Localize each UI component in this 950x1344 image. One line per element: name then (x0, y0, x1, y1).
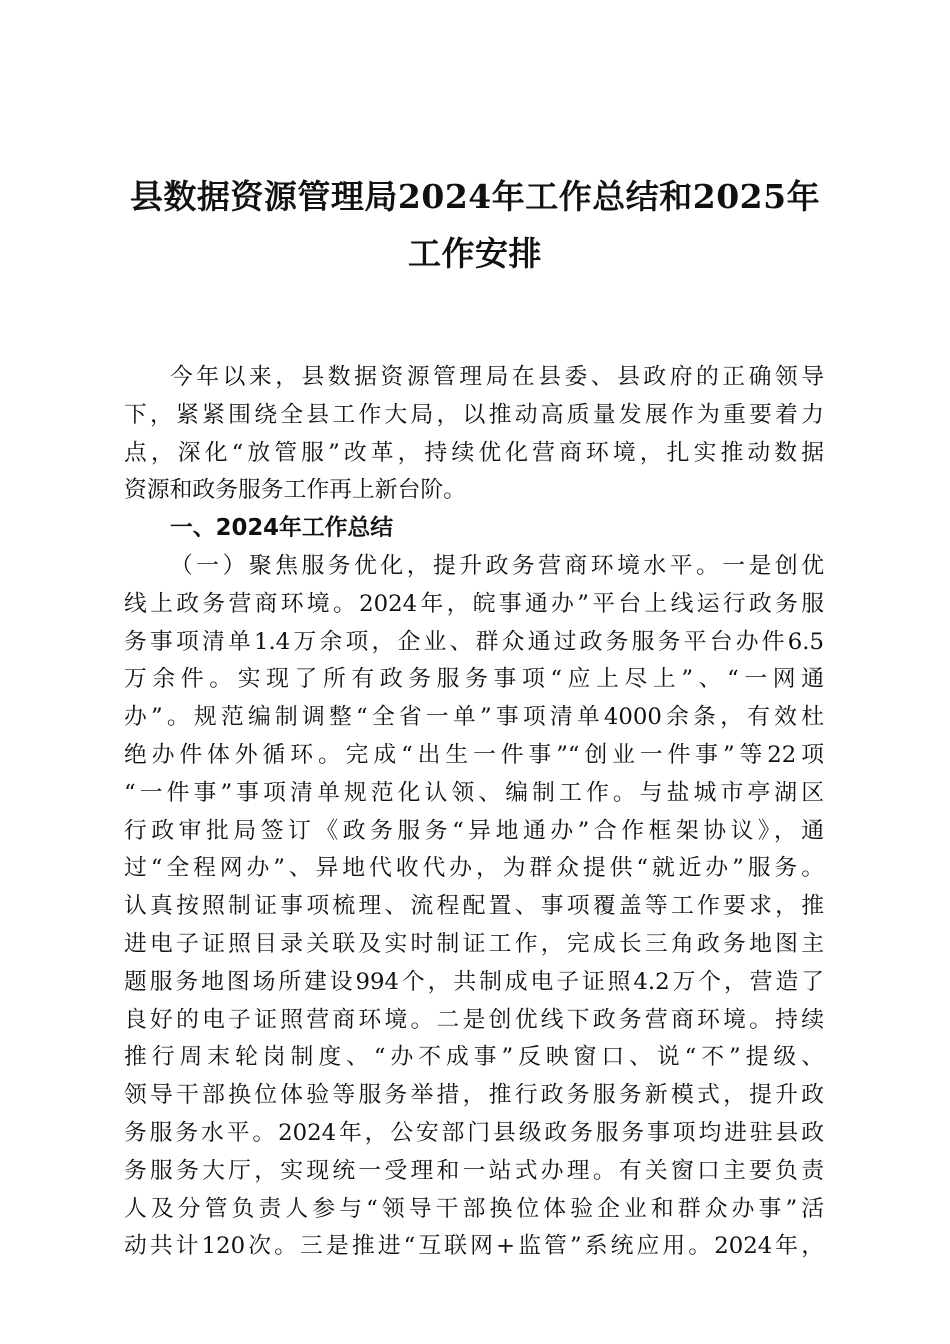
section-line: 行政审批局签订《政务服务“异地通办”合作框架协议》，通 (124, 817, 824, 844)
document-body (124, 359, 824, 1266)
section-line: 办”。规范编制调整“全省一单”事项清单4000余条，有效杜 (124, 704, 824, 731)
intro-line: 下，紧紧围绕全县工作大局，以推动高质量发展作为重要着力 (124, 401, 824, 428)
section-line: 推行周末轮岗制度、“办不成事”反映窗口、说“不”提级、 (124, 1044, 824, 1071)
section-line: 过“全程网办”、异地代收代办，为群众提供“就近办”服务。 (124, 855, 824, 882)
section-line: 务事项清单1.4万余项，企业、群众通过政务服务平台办件6.5 (124, 628, 824, 655)
section-line: 绝办件体外循环。完成“出生一件事”“创业一件事”等22项 (124, 741, 824, 768)
section-line: 务服务大厅，实现统一受理和一站式办理。有关窗口主要负责 (124, 1157, 824, 1184)
section-heading: 一、2024年工作总结 (170, 515, 394, 542)
section-line: （一）聚焦服务优化，提升政务营商环境水平。一是创优 (170, 552, 824, 579)
section-line: 线上政务营商环境。2024年，皖事通办”平台上线运行政务服 (124, 590, 824, 617)
section-line: 认真按照制证事项梳理、流程配置、事项覆盖等工作要求，推 (124, 893, 824, 920)
section-line: 人及分管负责人参与“领导干部换位体验企业和群众办事”活 (124, 1195, 824, 1222)
section-line: 进电子证照目录关联及实时制证工作，完成长三角政务地图主 (124, 930, 824, 957)
section-line: 万余件。实现了所有政务服务事项“应上尽上”、“一网通 (124, 666, 824, 693)
title-line-2: 工作安排 (408, 234, 542, 273)
section-line: 务服务水平。2024年，公安部门县级政务服务事项均进驻县政 (124, 1119, 824, 1146)
document-title (110, 168, 840, 282)
title-line-1: 县数据资源管理局2024年工作总结和2025年 (129, 177, 821, 216)
section-line: 领导干部换位体验等服务举措，推行政务服务新模式，提升政 (124, 1082, 824, 1109)
section-line: 题服务地图场所建设994个，共制成电子证照4.2万个，营造了 (124, 968, 824, 995)
section-line: 动共计120次。三是推进“互联网+监管”系统应用。2024年， (124, 1233, 824, 1260)
intro-line: 资源和政务服务工作再上新台阶。 (124, 477, 466, 504)
intro-line: 点，深化“放管服”改革，持续优化营商环境，扎实推动数据 (124, 439, 824, 466)
section-line: “一件事”事项清单规范化认领、编制工作。与盐城市亭湖区 (124, 779, 824, 806)
section-line: 良好的电子证照营商环境。二是创优线下政务营商环境。持续 (124, 1006, 824, 1033)
intro-line: 今年以来，县数据资源管理局在县委、县政府的正确领导 (170, 364, 824, 390)
